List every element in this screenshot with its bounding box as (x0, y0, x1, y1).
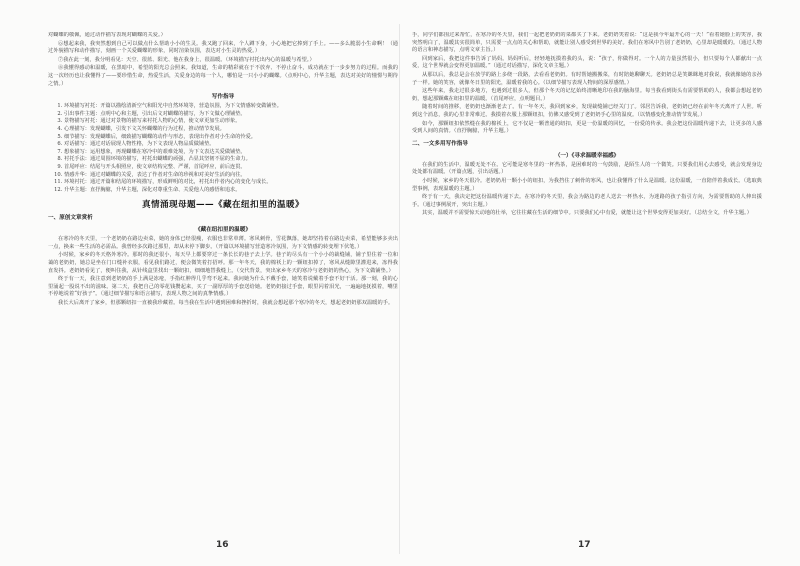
page-number-right: 17 (578, 540, 591, 550)
list-item: 10. 情感升华：通过对蝴蝶的关爱，表达了作者对生命的珍视和对美好生活的向往。 (64, 172, 398, 180)
article-subtitle: 《藏在纽扣里的温暖》 (195, 227, 251, 234)
body-paragraph: ⑧我懂得感动和温暖，在黑暗中，希望的阳光总会照来。我知道，生命的精彩就在于不放弃、不停止奋斗，成功就在于一步步努力的过程。而我的这一次经历也让我懂得了——要珍惜生命，热爱生活，关爱身边的每一个人，哪怕是一只小小的蝴蝶。（点明中心，升华主题，表达对美好的憧憬与期待之情。） (48, 65, 398, 87)
section-heading: 一、原创文章赏析 (48, 215, 93, 222)
list-item: 6. 对话描写：通过对话展现人物性格，为下文表现人物品质做铺垫。 (64, 141, 398, 149)
page-gutter (399, 24, 400, 554)
body-paragraph: 如今，那颗纽扣依然缝在我的棉袄上，它不仅是一颗普通的纽扣，更是一份温暖的回忆，一份爱的传承。我会把这份温暖传递下去，让更多的人感受到人间的真情。（直抒胸臆，升华主题。） (412, 120, 762, 135)
right-page (412, 32, 762, 552)
body-paragraph: 小时候，家乡的冬天格外寒冷。那时的我还很小，每天早上都要穿过一条长长的巷子去上学。巷子的尽头有一个小小的裁缝铺，铺子里住着一位和蔼的老奶奶，她总是坐在门口缝补衣服，看见我们路过，便会微笑着打招呼。那一年冬天，我的棉袄上的一颗纽扣掉了，寒风从缝隙里灌进来，冻得我直发抖。老奶奶看见了，便叫住我，从针线盒里找出一颗纽扣，细细地替我缝上。（交代背景，突出家乡冬天的寒冷与老奶奶的热心，为下文做铺垫。） (48, 252, 398, 274)
list-item: 4. 心理描写：发现蝴蝶，引发下文关怀蝴蝶的行为过程，推动情节发展。 (64, 126, 398, 134)
body-paragraph: 手，同学们都围过来帮忙，在寒冷的冬天里，我们一起把老奶奶的菜都买了下来。老奶奶笑着说：“这是我今年最开心的一天！”看着她脸上的笑容，我突然明白了，温暖其实很简单，只需要一点点的关心和帮助，就能让别人感受到世界的美好。我们在寒风中告别了老奶奶，心里却是暖暖的。（通过人物的语言和神态描写，点明文章主旨。） (412, 32, 762, 54)
body-paragraph: 对蝴蝶的敬佩，通过动作描写表现对蝴蝶的关爱。） (48, 32, 166, 38)
body-paragraph: 在寒冷的冬天里，一个老奶奶在路边卖菜，她的身体已经很瘦，衣服也非常单薄。寒风刺骨，雪花飘落，她却坚持着在路边卖菜，希望能够多卖出一点，换来一些生活的必需品。我曾经多次路过那里，却从未停下脚步。（开篇以环境描写营造寒冷氛围，为下文情感的转变埋下伏笔。） (48, 236, 398, 250)
sub-heading: （一）《寻求温暖幸福感》 (554, 152, 620, 159)
body-paragraph: 终于有一天，我注意到老奶奶的手上满是冻疮，手指红肿得几乎弯不起来。我问她为什么不戴手套，她笑着说戴着手套不好干活。那一刻，我的心里涌起一股说不出的滋味。第二天，我把自己的零花钱攒起来，买了一副厚厚的手套送给她。老奶奶接过手套，眼里闪着泪光，一遍遍地抚摸着，嘴里不停地说着“好孩子”。（通过细节描写和语言描写，表现人物之间的真挚情感。） (48, 276, 398, 298)
list-item: 9. 首尾呼应：结尾与开头相照应，使文章结构完整、严谨，首尾呼应，前后连贯。 (64, 164, 398, 172)
body-paragraph: 从那以后，我总是会在放学的路上多绕一段路，去看看老奶奶。有时帮她搬搬菜，有时陪她聊聊天。老奶奶总是笑眯眯地对我说，我就像她的亲孙子一样。她的笑容，就像冬日里的阳光，温暖着我的心。（以细节描写表现人物间的深厚感情。） (412, 71, 762, 86)
list-item: 1. 环境描写衬托：开篇以描绘清新空气和阳光中自然环境等，营造氛围，为下文情感转变做铺垫。 (64, 103, 398, 111)
list-item: 3. 景物描写衬托：通过对景物的描写来衬托人物的心情，使文章更加生动形象。 (64, 118, 398, 126)
body-paragraph: ⑦我在此一刻，我分明看见：天空、很蓝、阳光、他在我身上，很温暖。（环境描写衬托出内心的温暖与希望。） (58, 56, 315, 63)
list-item: 5. 细节描写：发现蝴蝶后，细致描写蝴蝶的动作与形态，表现出作者对小生命的怜爱。 (64, 134, 398, 142)
body-paragraph: 小时候，家乡的冬天很冷。老奶奶用一颗小小的纽扣，为我挡住了刺骨的寒风，也让我懂得了什么是温暖。这份温暖，一直陪伴着我成长。（选取典型事例，表现温暖的主题。） (412, 177, 762, 192)
body-paragraph: 回到家后，我把这件事告诉了妈妈。妈妈听后，轻轻地抚摸着我的头，说：“孩子，你做得对。一个人的力量虽然很小，但只要每个人都献出一点爱，这个世界就会变得更加温暖。”（通过对话描写，深化文章主题。） (412, 55, 762, 70)
body-paragraph: 这些年来，我走过很多地方，也遇到过很多人，但那个冬天的记忆始终清晰地印在我的脑海里。每当我看到街头有需要帮助的人，我都会想起老奶奶，想起那颗藏在纽扣里的温暖。（首尾呼应，点明题目。） (412, 88, 762, 102)
list-item: 2. 引出事件主题：点明中心和主题，引出后文对蝴蝶的描写，为下文做心理铺垫。 (64, 111, 398, 119)
section-heading: 二、一文多用写作指导 (412, 140, 468, 147)
skills-list (48, 103, 398, 194)
list-item: 11. 环境衬托：通过开篇和结尾的环境描写，形成鲜明的对比，衬托出作者内心的变化与成长。 (64, 179, 398, 187)
body-paragraph: 我长大后离开了家乡，但那颗纽扣一直被我珍藏着。每当我在生活中遇到困难和挫折时，我就会想起那个寒冷的冬天，想起老奶奶那双温暖的手。 (58, 300, 394, 307)
skills-heading: 写作指导 (211, 94, 235, 101)
article-title: 真情涌现母题——《藏在纽扣里的温暖》 (142, 200, 304, 211)
body-paragraph: 随着时间的推移，老奶奶也渐渐老去了。有一年冬天，我回到家乡，发现裁缝铺已经关门了。邻居告诉我，老奶奶已经在前年冬天离开了人世。听到这个消息，我的心里非常难过。我摸着衣服上那颗纽扣，仿佛又感受到了老奶奶手心里的温度。（以情感变化推动情节发展。） (412, 104, 762, 118)
list-item: 8. 衬托手法：通过周围环境的描写，衬托出蝴蝶的顽强，凸显其坚韧不屈的生命力。 (64, 156, 398, 164)
list-item: 7. 想象描写：运用想象，再现蝴蝶在寒冷中的艰难处境，为下文表达关爱做铺垫。 (64, 149, 398, 157)
page-number-left: 16 (216, 540, 229, 550)
body-paragraph: 终于有一天，我决定把这份温暖传递下去。在寒冷的冬天里，我会为路边的老人送去一杯热水，为迷路的孩子指引方向，为需要帮助的人伸出援手。（通过事例展开，突出主题。） (412, 194, 762, 208)
list-item: 12. 升华主题：直抒胸臆，升华主题，深化对尊重生命、关爱他人的感悟和追求。 (64, 187, 398, 195)
left-page (48, 32, 398, 552)
body-paragraph: ⑥想起来我，我突然想到自己可以做点什么帮助小小的生灵。我又跑了回来，个人蹲下身，小心地把它捧到了手上。——多么脆弱小生命啊！（通过外貌描写和动作描写，刻画一个关爱蝴蝶的形象，同时渲染氛围，表达对小生灵的热爱。） (48, 40, 398, 55)
body-paragraph: 在我们的生活中，温暖无处不在。它可能是寒冬里的一杯热茶，是困难时的一句鼓励，是陌生人的一个微笑。只要我们用心去感受，就会发现身边处处都有温暖。（开篇点题，引出话题。） (412, 161, 762, 176)
body-paragraph: 其实，温暖并不需要惊天动地的壮举，它往往藏在生活的细节中。只要我们心中有爱，就能让这个世界变得更加美好。（总结全文，升华主题。） (422, 210, 753, 217)
